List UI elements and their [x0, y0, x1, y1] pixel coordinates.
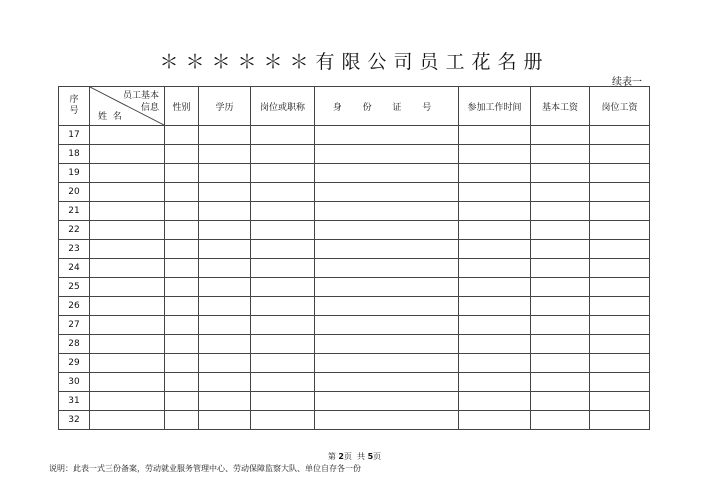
- education-cell[interactable]: [199, 164, 251, 183]
- post-salary-cell[interactable]: [590, 259, 650, 278]
- header-info-line1: 员工基本: [122, 91, 159, 101]
- work-start-cell[interactable]: [459, 373, 531, 392]
- footer-prefix: 第: [327, 452, 339, 461]
- post-salary-cell[interactable]: [590, 354, 650, 373]
- gender-cell[interactable]: [165, 259, 199, 278]
- header-id-number: [315, 87, 459, 126]
- id-number-cell[interactable]: [315, 240, 459, 259]
- id-number-cell[interactable]: [315, 126, 459, 145]
- id-number-cell[interactable]: [315, 259, 459, 278]
- gender-cell[interactable]: [165, 335, 199, 354]
- post-salary-cell[interactable]: [590, 202, 650, 221]
- position-cell[interactable]: [251, 240, 315, 259]
- header-position: 岗位或职称: [251, 87, 315, 126]
- header-seq-line1: 序: [69, 95, 79, 105]
- header-gender: 性别: [165, 87, 199, 126]
- header-id-number-label: 身 份 证 号: [332, 102, 441, 113]
- footer-page: 2: [338, 452, 344, 461]
- base-salary-cell[interactable]: [531, 164, 590, 183]
- base-salary-cell[interactable]: [531, 316, 590, 335]
- position-cell[interactable]: [251, 278, 315, 297]
- post-salary-cell[interactable]: [590, 221, 650, 240]
- table-row: [59, 259, 650, 278]
- row-number: 28: [59, 335, 90, 354]
- name-cell[interactable]: [90, 335, 165, 354]
- position-cell[interactable]: [251, 221, 315, 240]
- post-salary-cell[interactable]: [590, 278, 650, 297]
- work-start-cell[interactable]: [459, 183, 531, 202]
- name-cell[interactable]: [90, 297, 165, 316]
- post-salary-cell[interactable]: [590, 335, 650, 354]
- base-salary-cell[interactable]: [531, 297, 590, 316]
- row-number: 32: [59, 411, 90, 430]
- id-number-cell[interactable]: [315, 354, 459, 373]
- education-cell[interactable]: [199, 240, 251, 259]
- position-cell[interactable]: [251, 259, 315, 278]
- table-row: [59, 392, 650, 411]
- education-cell[interactable]: [199, 392, 251, 411]
- id-number-cell[interactable]: [315, 164, 459, 183]
- education-cell[interactable]: [199, 297, 251, 316]
- row-number: 18: [59, 145, 90, 164]
- id-number-cell[interactable]: [315, 316, 459, 335]
- header-work-start: 参加工作时间: [459, 87, 531, 126]
- position-cell[interactable]: [251, 373, 315, 392]
- gender-cell[interactable]: [165, 221, 199, 240]
- table-row: [59, 183, 650, 202]
- base-salary-cell[interactable]: [531, 240, 590, 259]
- row-number: 30: [59, 373, 90, 392]
- name-cell[interactable]: [90, 373, 165, 392]
- header-seq: [59, 87, 90, 126]
- header-info-line2: 信息: [140, 103, 159, 113]
- education-cell[interactable]: [199, 411, 251, 430]
- id-number-cell[interactable]: [315, 411, 459, 430]
- footer-total: 5: [367, 452, 374, 461]
- gender-cell[interactable]: [165, 392, 199, 411]
- row-number: 17: [59, 126, 90, 145]
- name-cell[interactable]: [90, 392, 165, 411]
- base-salary-cell[interactable]: [531, 202, 590, 221]
- header-seq-line2: 号: [69, 106, 79, 116]
- name-cell[interactable]: [90, 411, 165, 430]
- base-salary-cell[interactable]: [531, 126, 590, 145]
- header-post-salary: 岗位工资: [590, 87, 650, 126]
- education-cell[interactable]: [199, 126, 251, 145]
- table-row: [59, 145, 650, 164]
- position-cell[interactable]: [251, 183, 315, 202]
- name-cell[interactable]: [90, 278, 165, 297]
- gender-cell[interactable]: [165, 145, 199, 164]
- page-footer: [0, 451, 709, 462]
- base-salary-cell[interactable]: [531, 221, 590, 240]
- table-row: [59, 411, 650, 430]
- name-cell[interactable]: [90, 240, 165, 259]
- name-cell[interactable]: [90, 145, 165, 164]
- table-row: [59, 316, 650, 335]
- education-cell[interactable]: [199, 354, 251, 373]
- name-cell[interactable]: [90, 354, 165, 373]
- row-number: 23: [59, 240, 90, 259]
- gender-cell[interactable]: [165, 126, 199, 145]
- footer-middle: 页 共: [343, 452, 368, 461]
- work-start-cell[interactable]: [459, 202, 531, 221]
- education-cell[interactable]: [199, 278, 251, 297]
- base-salary-cell[interactable]: [531, 411, 590, 430]
- row-number: 25: [59, 278, 90, 297]
- table-row: [59, 354, 650, 373]
- position-cell[interactable]: [251, 164, 315, 183]
- row-number: 27: [59, 316, 90, 335]
- name-cell[interactable]: [90, 126, 165, 145]
- work-start-cell[interactable]: [459, 392, 531, 411]
- base-salary-cell[interactable]: [531, 335, 590, 354]
- work-start-cell[interactable]: [459, 354, 531, 373]
- row-number: 26: [59, 297, 90, 316]
- base-salary-cell[interactable]: [531, 145, 590, 164]
- work-start-cell[interactable]: [459, 259, 531, 278]
- row-number: 29: [59, 354, 90, 373]
- id-number-cell[interactable]: [315, 392, 459, 411]
- gender-cell[interactable]: [165, 316, 199, 335]
- row-number: 31: [59, 392, 90, 411]
- name-cell[interactable]: [90, 259, 165, 278]
- name-cell[interactable]: [90, 316, 165, 335]
- post-salary-cell[interactable]: [590, 126, 650, 145]
- position-cell[interactable]: [251, 145, 315, 164]
- post-salary-cell[interactable]: [590, 240, 650, 259]
- work-start-cell[interactable]: [459, 297, 531, 316]
- work-start-cell[interactable]: [459, 411, 531, 430]
- base-salary-cell[interactable]: [531, 354, 590, 373]
- work-start-cell[interactable]: [459, 164, 531, 183]
- table-row: [59, 221, 650, 240]
- work-start-cell[interactable]: [459, 278, 531, 297]
- work-start-cell[interactable]: [459, 145, 531, 164]
- id-number-cell[interactable]: [315, 183, 459, 202]
- education-cell[interactable]: [199, 202, 251, 221]
- post-salary-cell[interactable]: [590, 183, 650, 202]
- name-cell[interactable]: [90, 221, 165, 240]
- table-row: [59, 278, 650, 297]
- continuation-label: 续表一: [612, 77, 642, 88]
- education-cell[interactable]: [199, 373, 251, 392]
- row-number: 24: [59, 259, 90, 278]
- post-salary-cell[interactable]: [590, 392, 650, 411]
- name-cell[interactable]: [90, 164, 165, 183]
- post-salary-cell[interactable]: [590, 164, 650, 183]
- id-number-cell[interactable]: [315, 221, 459, 240]
- base-salary-cell[interactable]: [531, 259, 590, 278]
- id-number-cell[interactable]: [315, 297, 459, 316]
- education-cell[interactable]: [199, 335, 251, 354]
- table-row: [59, 202, 650, 221]
- header-name: 姓 名: [98, 112, 122, 122]
- id-number-cell[interactable]: [315, 278, 459, 297]
- work-start-cell[interactable]: [459, 335, 531, 354]
- position-cell[interactable]: [251, 316, 315, 335]
- post-salary-cell[interactable]: [590, 411, 650, 430]
- post-salary-cell[interactable]: [590, 373, 650, 392]
- post-salary-cell[interactable]: [590, 297, 650, 316]
- education-cell[interactable]: [199, 259, 251, 278]
- employee-roster-table: [58, 86, 650, 430]
- table-body: [59, 126, 650, 430]
- id-number-cell[interactable]: [315, 202, 459, 221]
- row-number: 22: [59, 221, 90, 240]
- page-title: ＊＊＊＊＊＊有限公司员工花名册: [159, 51, 550, 73]
- gender-cell[interactable]: [165, 202, 199, 221]
- id-number-cell[interactable]: [315, 373, 459, 392]
- position-cell[interactable]: [251, 354, 315, 373]
- gender-cell[interactable]: [165, 354, 199, 373]
- table-row: [59, 126, 650, 145]
- table-row: [59, 335, 650, 354]
- work-start-cell[interactable]: [459, 240, 531, 259]
- position-cell[interactable]: [251, 297, 315, 316]
- row-number: 20: [59, 183, 90, 202]
- gender-cell[interactable]: [165, 297, 199, 316]
- footer-suffix: 页: [373, 452, 382, 461]
- table-row: [59, 164, 650, 183]
- post-salary-cell[interactable]: [590, 316, 650, 335]
- gender-cell[interactable]: [165, 164, 199, 183]
- position-cell[interactable]: [251, 411, 315, 430]
- gender-cell[interactable]: [165, 373, 199, 392]
- education-cell[interactable]: [199, 145, 251, 164]
- work-start-cell[interactable]: [459, 221, 531, 240]
- name-cell[interactable]: [90, 202, 165, 221]
- instructions-note: 说明：此表一式三份备案，劳动就业服务管理中心、劳动保障监察大队、单位自存各一份: [49, 464, 361, 473]
- education-cell[interactable]: [199, 221, 251, 240]
- position-cell[interactable]: [251, 392, 315, 411]
- base-salary-cell[interactable]: [531, 373, 590, 392]
- position-cell[interactable]: [251, 126, 315, 145]
- header-diagonal-cell: [90, 87, 165, 126]
- base-salary-cell[interactable]: [531, 278, 590, 297]
- base-salary-cell[interactable]: [531, 392, 590, 411]
- gender-cell[interactable]: [165, 278, 199, 297]
- gender-cell[interactable]: [165, 411, 199, 430]
- education-cell[interactable]: [199, 316, 251, 335]
- work-start-cell[interactable]: [459, 316, 531, 335]
- table-row: [59, 297, 650, 316]
- post-salary-cell[interactable]: [590, 145, 650, 164]
- table-row: [59, 373, 650, 392]
- header-row: [59, 87, 650, 126]
- row-number: 21: [59, 202, 90, 221]
- table-row: [59, 240, 650, 259]
- work-start-cell[interactable]: [459, 126, 531, 145]
- header-education: 学历: [199, 87, 251, 126]
- id-number-cell[interactable]: [315, 145, 459, 164]
- gender-cell[interactable]: [165, 183, 199, 202]
- id-number-cell[interactable]: [315, 335, 459, 354]
- base-salary-cell[interactable]: [531, 183, 590, 202]
- position-cell[interactable]: [251, 202, 315, 221]
- education-cell[interactable]: [199, 183, 251, 202]
- row-number: 19: [59, 164, 90, 183]
- gender-cell[interactable]: [165, 240, 199, 259]
- header-base-salary: 基本工资: [531, 87, 590, 126]
- name-cell[interactable]: [90, 183, 165, 202]
- position-cell[interactable]: [251, 335, 315, 354]
